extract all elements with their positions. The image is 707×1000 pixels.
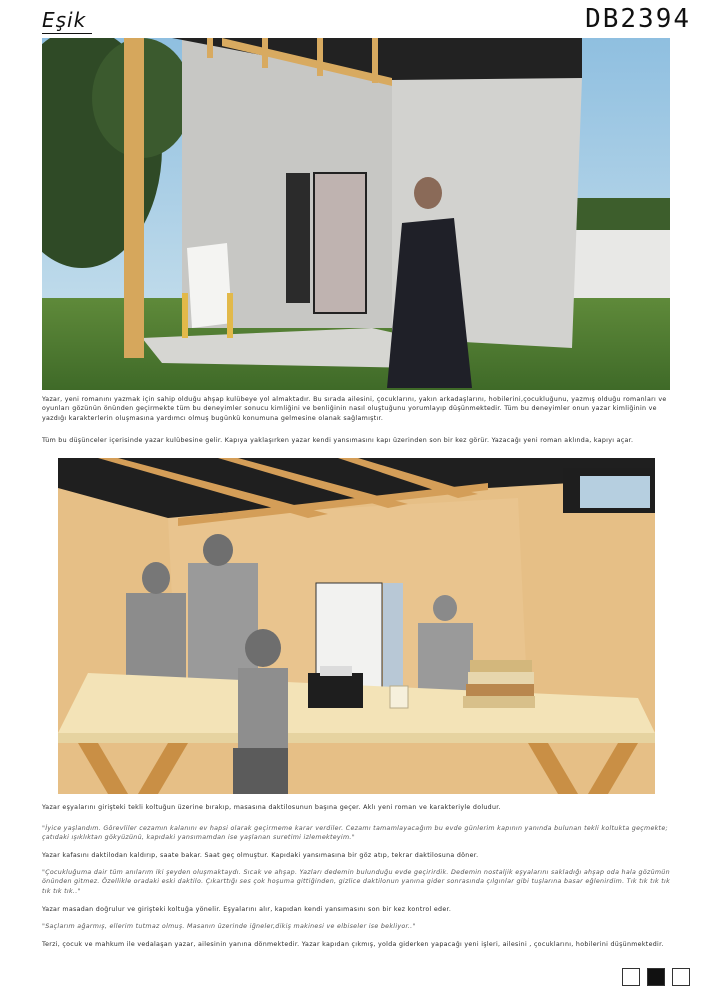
- square-black: [647, 968, 665, 986]
- exterior-render-illustration: [42, 38, 670, 390]
- childhood-quote: "Çocukluğuma dair tüm anılarım iki şeyden oluşmaktaydı. Sıcak ve ahşap. Yazları dedemin bulunduğu evde geçirirdik. Dedemin nostaljik eşyalarını sakladığı ahşap oda hala gözümün önünden gitmez. Özellikle oradaki eski daktilo. Çıkarttığı ses çok hoşuma gittiğinden, gizlice daktilonun yanına gider sonrasında çılgınlar gibi tuşlarına basar eğlenirdim. Tık tık tık tık tık tık tık..": [42, 869, 671, 895]
- poster-title: Eşik: [42, 8, 87, 32]
- closing-paragraph: Terzi, çocuk ve mahkum ile vedalaşan yazar, ailesinin yanına dönmektedir. Yazar kapıdan çıkmış, yolda giderken yapacağı yeni işleri, ailesini , çocuklarını, hobilerini düşünmektedir.: [42, 941, 664, 948]
- title-underline: [42, 33, 92, 34]
- prisoner-quote: "İyice yaşlandım. Görevliler cezamın kalanını ev hapsi olarak geçirmeme karar verdiler. Cezamı tamamlayacağım bu evde günlerim kapının yanında bulunan tekli koltukta geçmekte; çatıdaki ışıklıktan gökyüzünü, kapıdaki yansımamdan ise yaşlanan suretimi izlemekteyim.": [42, 825, 668, 842]
- interior-render-illustration: [58, 458, 655, 794]
- square-white-left: [622, 968, 640, 986]
- interior-render: [58, 458, 655, 794]
- arrival-paragraph: Tüm bu düşünceler içerisinde yazar kulübesine gelir. Kapıya yaklaşırken yazar kendi yansımasını kapı üzerinden son bir kez görür. Yazacağı yeni roman aklında, kapıyı açar.: [42, 437, 634, 444]
- exterior-render: [42, 38, 670, 390]
- square-white-right: [672, 968, 690, 986]
- desk-paragraph: Yazar eşyalarını girişteki tekli koltuğun üzerine bırakıp, masasına daktilosunun başına geçer. Aklı yeni roman ve karakteriyle doludur.: [42, 804, 501, 811]
- leaving-paragraph: Yazar masadan doğrulur ve girişteki koltuğa yönelir. Eşyalarını alır, kapıdan kendi yansımasını son bir kez kontrol eder.: [42, 906, 452, 913]
- intro-paragraph: Yazar, yeni romanını yazmak için sahip olduğu ahşap kulübeye yol almaktadır. Bu sırada ailesini, çocuklarını, yakın arkadaşlarını, hobilerini,çocukluğunu, yazmış olduğu romanları ve oyunları gözünün önünden geçirmekte tüm bu deneyimler sonucu kimliğini ve benliğinin nasıl oluştuğunu yorumlayıp düşünmektedir. Tüm bu deneyimler onun yazar kimliğinin ve yazdığı karakterlerin oluşmasına yardımcı olmuş bugünkü konumuna gelmesine olanak sağlamıştır.: [42, 396, 667, 422]
- tailor-quote: "Saçlarım ağarmış, ellerim tutmaz olmuş. Masanın üzerinde iğneler,dikiş makinesi ve elbiseler ise bekliyor..": [42, 923, 416, 930]
- clock-paragraph: Yazar kafasını daktilodan kaldırıp, saate bakar. Saat geç olmuştur. Kapıdaki yansımasına bir göz atıp, tekrar daktilosuna döner.: [42, 852, 479, 859]
- poster-code: DB2394: [585, 4, 691, 34]
